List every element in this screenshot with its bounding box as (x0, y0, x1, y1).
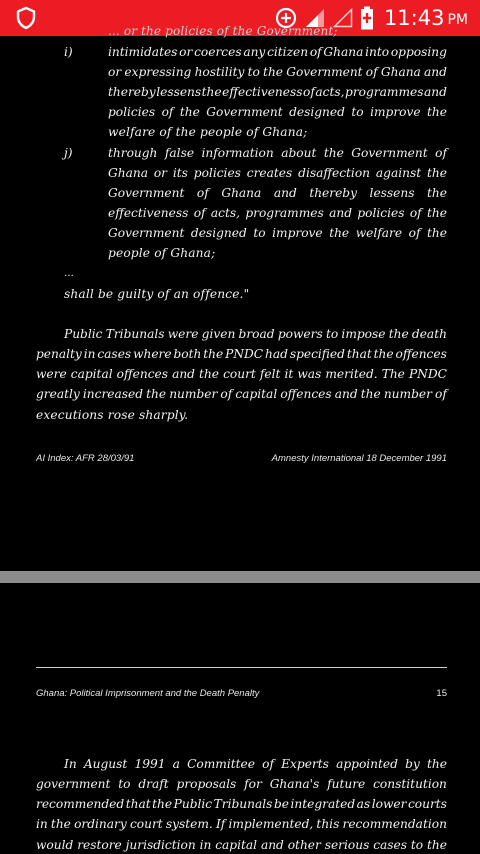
item-i-line: thereby lessens the effectiveness of acts, programmes and (108, 85, 447, 99)
paragraph-line: In August 1991 a Committee of Experts appointed by the (64, 757, 447, 771)
header-rule (36, 667, 447, 668)
item-i-line: welfare of the people of Ghana; (108, 125, 308, 139)
battery-charging-icon (360, 6, 374, 30)
paragraph-line: in the ordinary court system. If implemented, this recommendation (36, 817, 447, 831)
item-i-line: or expressing hostility to the Government of Ghana and (108, 65, 447, 79)
clock: 11:43 (383, 6, 445, 30)
item-j-line: effectiveness of acts, programmes and policies of the (108, 206, 447, 220)
clock-ampm: PM (447, 12, 468, 28)
paragraph-line: Public Tribunals were given broad powers to impose the death (64, 327, 447, 341)
item-j-label: j) (64, 146, 73, 160)
paragraph-line: recommended that the Public Tribunals be integrated as lower courts (36, 797, 447, 811)
paragraph-line: government to draft proposals for Ghana's future constitution (36, 777, 447, 791)
item-i-label: i) (64, 45, 73, 59)
paragraph-line: executions rose sharply. (36, 408, 189, 422)
item-j-line: Ghana or its policies creates disaffection against the (108, 166, 447, 180)
item-j-line: Government of Ghana and thereby lessens the (108, 186, 447, 200)
item-i-line: intimidates or coerces any citizen of Ghana into opposing (108, 45, 447, 59)
page-number: 15 (436, 688, 447, 699)
paragraph-line: would restore jurisdiction in capital and other serious cases to the (36, 838, 447, 852)
cutoff-text: ... or the policies of the Government; (108, 24, 338, 38)
shield-icon[interactable] (14, 6, 38, 30)
item-j-line: Government designed to improve the welfare of the (108, 226, 447, 240)
page-header-title: Ghana: Political Imprisonment and the Death Penalty (36, 688, 260, 699)
paragraph-line: were capital offences and the court felt it was merited. The PNDC (36, 367, 447, 381)
paragraph-line: greatly increased the number of capital offences and the number of (36, 387, 447, 401)
footer-amnesty-date: Amnesty International 18 December 1991 (271, 453, 447, 464)
guilty-line: shall be guilty of an offence." (64, 287, 250, 301)
ellipsis: ... (64, 268, 74, 279)
item-i-line: policies of the Government designed to improve the (108, 105, 447, 119)
footer-ai-index: AI Index: AFR 28/03/91 (36, 453, 135, 464)
item-j-line: through false information about the Government of (108, 146, 447, 160)
item-j-line: people of Ghana; (108, 246, 216, 260)
page-divider (0, 571, 480, 583)
paragraph-line: penalty in cases where both the PNDC had specified that the offences (36, 347, 447, 361)
